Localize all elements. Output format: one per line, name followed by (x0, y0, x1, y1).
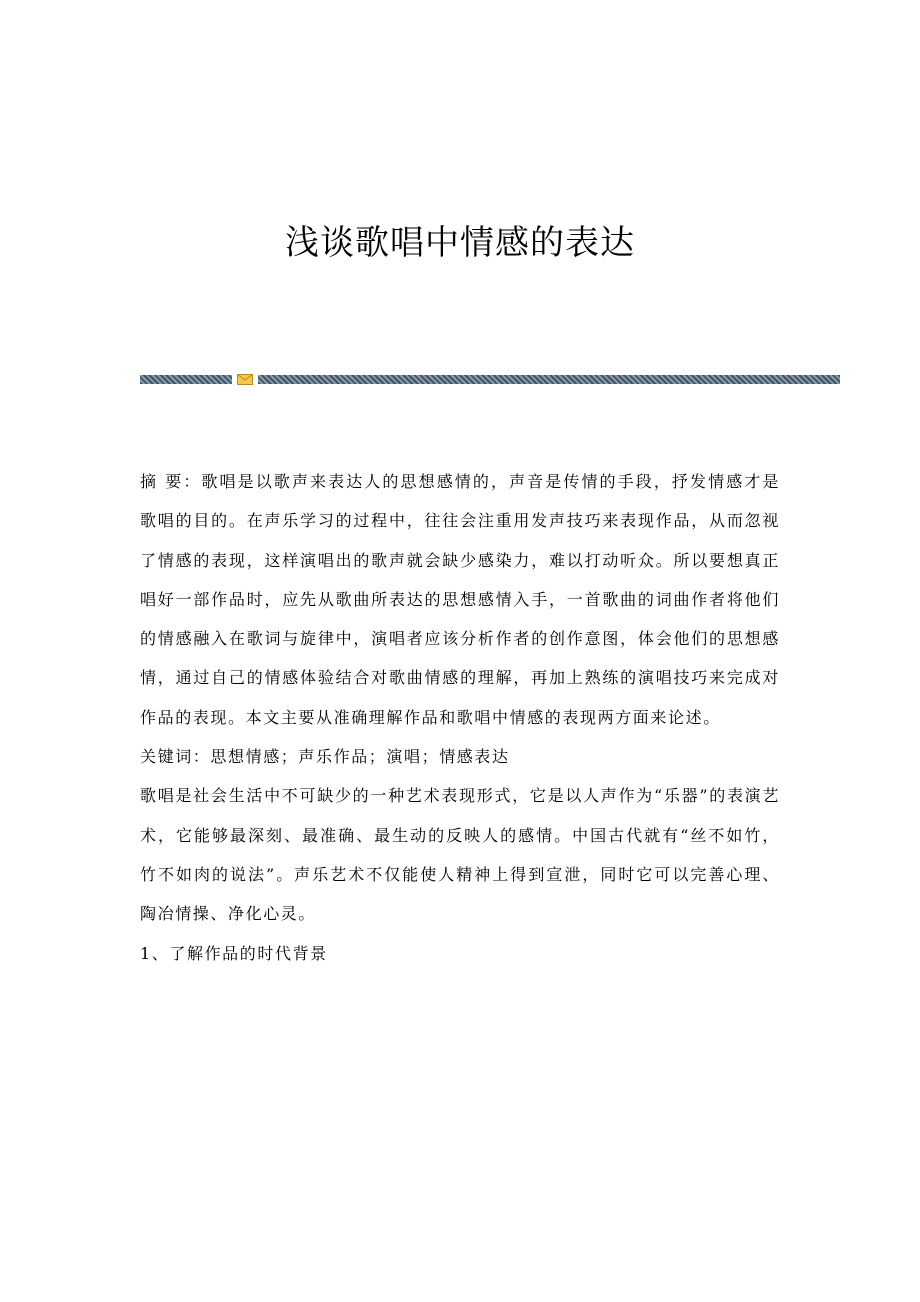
envelope-ornament-icon (237, 374, 253, 385)
abstract-paragraph: 摘 要：歌唱是以歌声来表达人的思想感情的，声音是传情的手段，抒发情感才是歌唱的目的。在声乐学习的过程中，往往会注重用发声技巧来表现作品，从而忽视了情感的表现，这样演唱出的歌声就会缺少感染力，难以打动听众。所以要想真正唱好一部作品时，应先从歌曲所表达的思想感情入手，一首歌曲的词曲作者将他们的情感融入在歌词与旋律中，演唱者应该分析作者的创作意图，体会他们的思想感情，通过自己的情感体验结合对歌曲情感的理解，再加上熟练的演唱技巧来完成对作品的表现。本文主要从准确理解作品和歌唱中情感的表现两方面来论述。 (140, 472, 780, 727)
keywords-paragraph: 关键词：思想情感；声乐作品；演唱；情感表达 (140, 747, 510, 767)
document-title: 浅谈歌唱中情感的表达 (285, 223, 635, 263)
document-body (140, 462, 780, 973)
title-divider (140, 375, 840, 384)
divider-bar-left (140, 375, 232, 384)
divider-bar-right (258, 375, 840, 384)
section-heading: 1、了解作品的时代背景 (140, 943, 328, 963)
intro-paragraph: 歌唱是社会生活中不可缺少的一种艺术表现形式，它是以人声作为“乐器”的表演艺术，它能够最深刻、最准确、最生动的反映人的感情。中国古代就有“丝不如竹，竹不如肉的说法”。声乐艺术不仅能使人精神上得到宣泄，同时它可以完善心理、陶冶情操、净化心灵。 (140, 786, 780, 924)
